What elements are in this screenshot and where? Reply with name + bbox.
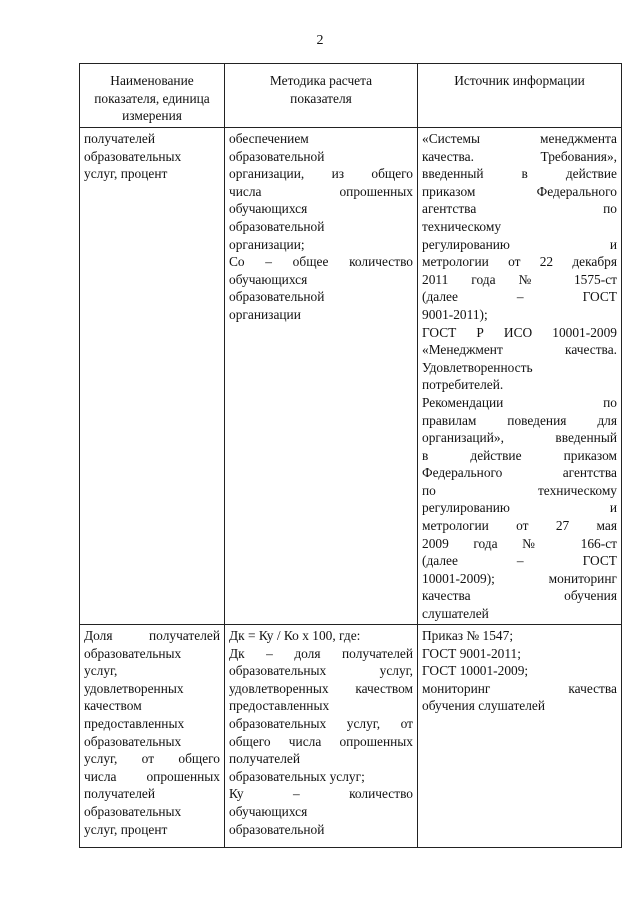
cell-line: Доля получателей — [84, 628, 220, 643]
header-line: Наименование — [110, 73, 194, 88]
cell-line: (далее – ГОСТ — [422, 553, 617, 569]
cell-line: введенный в действие — [422, 166, 617, 182]
cell-line: мониторинг качества — [422, 680, 617, 696]
cell-line: образовательных — [84, 803, 182, 819]
cell-line: Рекомендации по — [422, 394, 617, 410]
cell-line: обеспечением — [229, 131, 309, 146]
cell-line: регулированию и — [422, 500, 617, 516]
cell-line: 9001-2011); — [422, 306, 488, 322]
cell-line: Ку – количество — [229, 786, 413, 802]
cell-line: услуг, процент — [84, 166, 168, 182]
cell-line: 10001-2009); мониторинг — [422, 570, 617, 586]
cell-line: ГОСТ 10001-2009; — [422, 663, 529, 679]
cell-line: Со – общее количество — [229, 254, 413, 270]
cell-line: качеством — [84, 698, 142, 714]
cell-line: «Системы менеджмента — [422, 131, 617, 146]
cell-line: 2009 года № 166-ст — [422, 535, 617, 551]
cell-line: услуг, — [84, 663, 118, 679]
cell-line: образовательной — [229, 218, 325, 234]
cell-line: техническому — [422, 218, 502, 234]
cell-line: (далее – ГОСТ — [422, 289, 617, 305]
cell-line: метрологии от 27 мая — [422, 518, 617, 534]
cell-line: Приказ № 1547; — [422, 628, 514, 643]
header-line: измерения — [122, 108, 182, 124]
source-cell — [418, 128, 622, 625]
page-number: 2 — [316, 33, 324, 48]
method-cell — [225, 625, 418, 848]
indicator-cell — [80, 625, 225, 848]
cell-line: в действие приказом — [422, 447, 617, 463]
cell-line: образовательной — [229, 289, 325, 305]
table-row — [80, 128, 622, 625]
header-calculation-method — [225, 64, 418, 128]
cell-line: услуг, от общего — [84, 751, 220, 767]
cell-line: числа опрошенных — [84, 768, 220, 784]
cell-line: метрологии от 22 декабря — [422, 254, 617, 270]
header-line: Методика расчета — [269, 73, 373, 88]
cell-line: Дк = Ку / Ко х 100, где: — [229, 628, 361, 643]
cell-line: приказом Федерального — [422, 183, 617, 199]
cell-line: качества обучения — [422, 588, 617, 604]
cell-line: общего числа опрошенных — [229, 733, 413, 749]
cell-line: слушателей — [422, 606, 489, 622]
cell-line: образовательной — [229, 148, 325, 164]
cell-line: Дк – доля получателей — [229, 645, 413, 661]
method-cell — [225, 128, 418, 625]
cell-line: регулированию и — [422, 236, 617, 252]
cell-line: предоставленных — [229, 698, 330, 714]
cell-line: услуг, процент — [84, 821, 168, 837]
cell-line: образовательных услуг, от — [229, 715, 413, 731]
cell-line: ГОСТ 9001-2011; — [422, 645, 521, 661]
cell-line: получателей — [84, 131, 155, 146]
cell-line: организации — [229, 306, 301, 322]
cell-line: обучающихся — [229, 201, 308, 217]
header-line: показателя — [290, 90, 352, 106]
cell-line: удовлетворенных качеством — [229, 680, 413, 696]
cell-line: образовательных — [84, 148, 182, 164]
cell-line: по техническому — [422, 482, 617, 498]
cell-line: ГОСТ Р ИСО 10001-2009 — [422, 324, 617, 340]
header-information-source — [418, 64, 622, 128]
cell-line: образовательных услуг; — [229, 768, 365, 784]
cell-line: предоставленных — [84, 715, 185, 731]
table-header-row — [80, 64, 622, 128]
cell-line: получателей — [229, 751, 300, 767]
cell-line: потребителей. — [422, 377, 504, 393]
cell-line: «Менеджмент качества. — [422, 342, 617, 358]
table-row — [80, 625, 622, 848]
cell-line: обучающихся — [229, 271, 308, 287]
cell-line: обучения слушателей — [422, 698, 546, 714]
source-cell — [418, 625, 622, 848]
cell-line: Удовлетворенность — [422, 359, 533, 375]
cell-line: 2011 года № 1575-ст — [422, 271, 617, 287]
header-indicator-name — [80, 64, 225, 128]
cell-line: качества. Требования», — [422, 148, 617, 164]
cell-line: удовлетворенных — [84, 680, 184, 696]
cell-line: получателей — [84, 786, 155, 802]
cell-line: организации; — [229, 236, 305, 252]
header-line: Источник информации — [454, 73, 585, 88]
cell-line: числа опрошенных — [229, 183, 413, 199]
cell-line: обучающихся — [229, 803, 308, 819]
cell-line: организации, из общего — [229, 166, 413, 182]
indicators-table — [79, 63, 622, 848]
cell-line: образовательных — [84, 733, 182, 749]
cell-line: образовательных услуг, — [229, 663, 413, 679]
cell-line: образовательных — [84, 645, 182, 661]
cell-line: агентства по — [422, 201, 617, 217]
cell-line: образовательной — [229, 821, 325, 837]
header-line: показателя, единица — [94, 90, 210, 106]
cell-line: Федерального агентства — [422, 465, 617, 481]
cell-line: правилам поведения для — [422, 412, 617, 428]
indicator-cell — [80, 128, 225, 625]
cell-line: организаций», введенный — [422, 430, 617, 446]
